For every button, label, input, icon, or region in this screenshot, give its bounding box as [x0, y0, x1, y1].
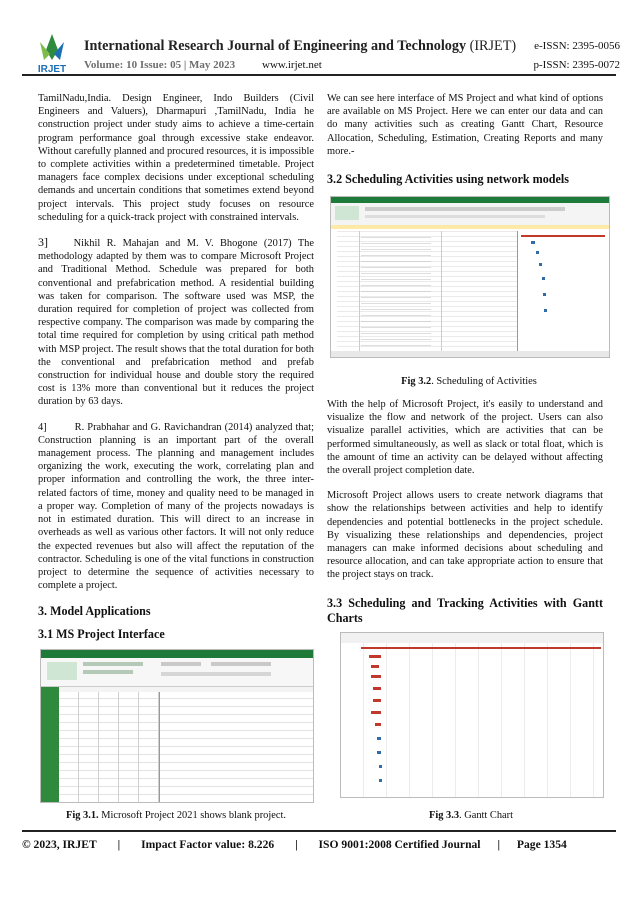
- logo-text: IRJET: [37, 64, 67, 74]
- header-divider: [22, 74, 616, 76]
- footer-copyright: © 2023, IRJET: [22, 838, 97, 851]
- left-column: [38, 92, 314, 642]
- eissn: e-ISSN: 2395-0056: [534, 40, 620, 52]
- footer-divider: [22, 830, 616, 832]
- paragraph-network-diagrams: Microsoft Project allows users to create network diagrams that show the relationships between activities and help to identify dependencies and potential bottlenecks in the project schedule. By visualizing these relationships and dependencies, project managers can make informed decisions about scheduling and resource allocation, and can take appropriate action to ensure that the project stays on track.: [327, 490, 603, 581]
- figure-caption-3-2: Fig 3.2. Scheduling of Activities: [401, 376, 537, 387]
- paragraph-prabhahar: 4] R. Prabhahar and G. Ravichandran (2014) analyzed that; Construction planning is an important part of the overall management process. The planning and management includes organizing the work, executing the work, correlating plan and proper information and controlling the work, the three inter-related factors of time, money and quality need to be managed in a proper way. Completion of many of the projects nowadays is not in estimated duration. This will direct to an increase in overheads as well as various other factors. It will not only reduce the expected revenues but also will affect the reputation of the contractor. Scheduling is one of the vital functions in construction project to determine the sequence of activities necessary to complete a project.: [38, 421, 314, 592]
- website-link[interactable]: www.irjet.net: [262, 59, 322, 71]
- section-heading-model-applications: 3. Model Applications: [38, 604, 151, 619]
- journal-header: [22, 24, 622, 74]
- section-heading-gantt-charts: 3.3 Scheduling and Tracking Activities with Gantt Charts: [327, 595, 603, 625]
- figure-caption-3-1: Fig 3.1. Microsoft Project 2021 shows blank project.: [66, 810, 286, 821]
- journal-title: International Research Journal of Engineering and Technology (IRJET): [84, 38, 517, 54]
- paragraph-visualize-flow: With the help of Microsoft Project, it's easily to understand and visualize the flow and network of the project. Users can also visualize parallel activities, which are activities that can be performed simultaneously, as well as slack or total float, which is the amount of time an activity can be delayed without affecting the overall project completion date.: [327, 399, 603, 477]
- irjet-logo-icon: [32, 30, 72, 74]
- volume-issue: Volume: 10 Issue: 05 | May 2023: [84, 59, 236, 71]
- figure-caption-3-3: Fig 3.3. Gantt Chart: [429, 810, 513, 821]
- pissn: p-ISSN: 2395-0072: [533, 59, 620, 71]
- page-footer: © 2023, IRJET | Impact Factor value: 8.226 | ISO 9001:2008 Certified Journal | Page 1354: [22, 838, 567, 851]
- right-column-lower: [327, 398, 603, 626]
- right-column: [327, 92, 603, 187]
- figure-gantt-chart: [340, 632, 604, 798]
- figure-scheduling-activities: [330, 196, 610, 358]
- figure-ms-project-blank: [40, 649, 314, 803]
- paragraph-tamilnadu: TamilNadu,India. Design Engineer, Indo Builders (Civil Engineers and Valuers), Dharmapuri ,TamilNadu, India he construction project under study aims to achieve a time-certain program performance goal through excessive stake endeavor. Without carefully planned and procured resources, it is impossible to complete activities within a predetermined timetable. Project managers face complex decisions under exceptional scheduling demands and uncertain conditions that sometimes extend beyond project intervals. This project study focuses on resource scheduling for a quick-track project with constrained intervals.: [38, 93, 314, 223]
- footer-page-number: Page 1354: [516, 838, 567, 851]
- section-heading-ms-project-interface: 3.1 MS Project Interface: [38, 627, 165, 642]
- footer-iso: ISO 9001:2008 Certified Journal: [318, 838, 481, 851]
- paragraph-mahajan: 3] Nikhil R. Mahajan and M. V. Bhogone (2017) The methodology adapted by them was to compare Microsoft Project and Traditional Method. Schedule was prepared for both conventional and prefabrication method. A residential building was taken for comparison. The software used was MSP, the duration required for completion of project was collected from respective company. The comparison was made by comparing the total time required for completion by using critical path method with MSP project. The result shows that the total duration for both the conventional and prefabrication method and prefab construction for individual house and double story the required cost is 13% more than conventional but it reduces the project duration by 63 days.: [38, 235, 314, 408]
- paragraph-ms-project-interface: We can see here interface of MS Project and what kind of options are available on MS Project. Here we can enter our data and can do many activities such as creating Gantt Chart, Resource Allocation, Scheduling, Estimation, Creating Reports and many more.-: [327, 93, 603, 157]
- footer-impact-factor: Impact Factor value: 8.226: [141, 838, 275, 851]
- section-heading-network-models: 3.2 Scheduling Activities using network models: [327, 172, 569, 187]
